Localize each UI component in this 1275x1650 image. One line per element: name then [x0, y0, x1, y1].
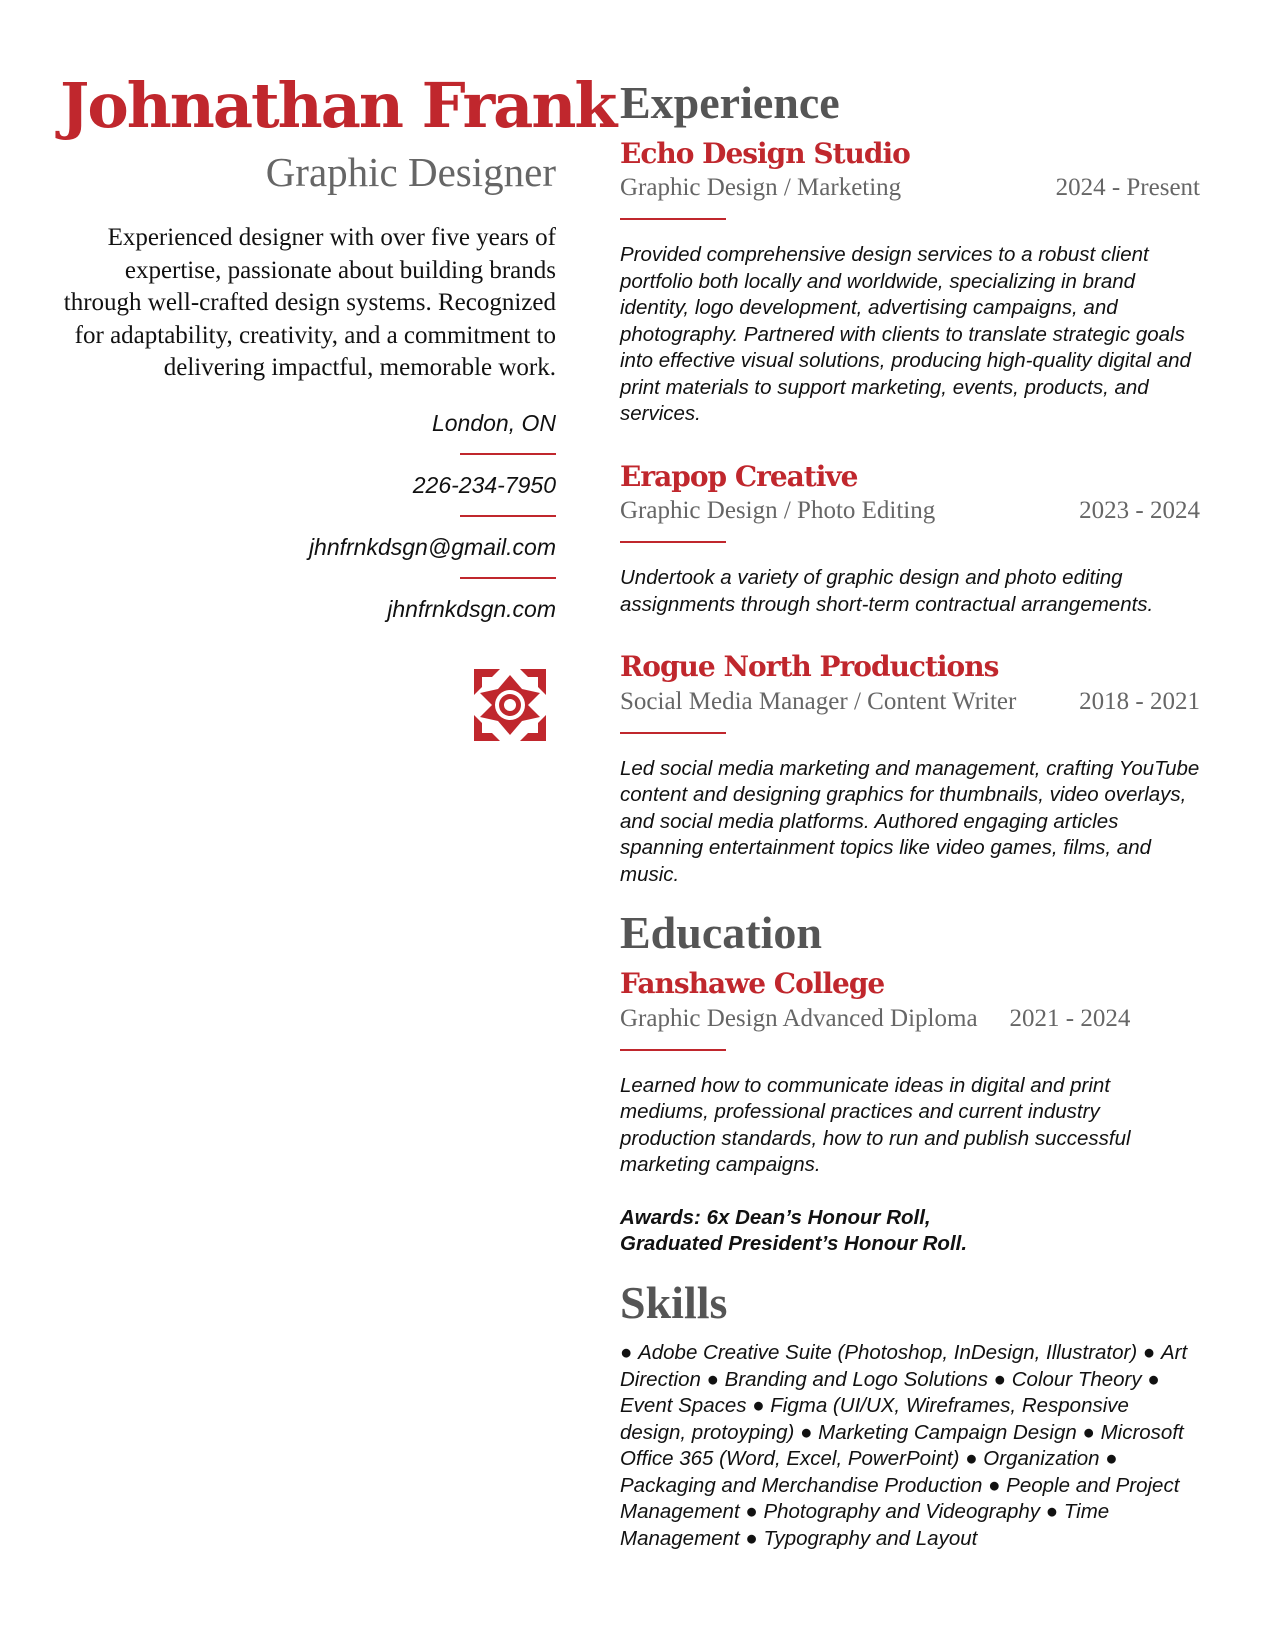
- skill-bullet-icon: ●: [1082, 1420, 1101, 1444]
- experience-years: 2023 - 2024: [1079, 497, 1200, 525]
- education-description: Learned how to communicate ideas in digital and print mediums, professional practices and current industry production standards, how to run and publish successful marketing campaigns.: [620, 1073, 1131, 1177]
- skill-bullet-icon: ●: [965, 1447, 984, 1471]
- skill-bullet-icon: ●: [1142, 1341, 1161, 1365]
- experience-divider: [620, 732, 726, 734]
- experience-description: Undertook a variety of graphic design and photo editing assignments through short-term contractual arrangements.: [620, 566, 1154, 616]
- profile-column: [60, 69, 616, 743]
- experience-description: Provided comprehensive design services to a robust client portfolio both locally and worldwide, specializing in brand identity, logo development, advertising campaigns, and photography. Partnered with clients to translate strategic goals into effective visual solutions, producing high-quality digital and print materials to support marketing, events, products, and services.: [620, 243, 1191, 426]
- experience-divider: [620, 218, 726, 220]
- experience-years: 2018 - 2021: [1079, 687, 1200, 715]
- education-meta: [620, 1003, 1200, 1035]
- awards-line: Awards: 6x Dean’s Honour Roll,: [620, 1205, 931, 1229]
- candidate-name: Johnathan Frank: [60, 69, 616, 142]
- contact-phone: 226-234-7950: [412, 471, 556, 498]
- experience-years: 2024 - Present: [1055, 174, 1200, 202]
- awards-line: Graduated President’s Honour Roll.: [620, 1232, 968, 1256]
- skill-item: Event Spaces: [620, 1394, 753, 1418]
- experience-item: [620, 137, 1200, 428]
- experience-role: Graphic Design / Photo Editing: [620, 497, 936, 525]
- contact-divider: [460, 453, 556, 455]
- experience-meta: [620, 686, 1200, 718]
- skill-item: Organization: [983, 1447, 1106, 1471]
- skill-bullet-icon: ●: [745, 1500, 764, 1524]
- education-program: Graphic Design Advanced Diploma: [620, 1004, 978, 1032]
- experience-item: [620, 650, 1200, 888]
- candidate-role: Graphic Designer: [265, 149, 556, 196]
- contact-website[interactable]: jhnfrnkdsgn.com: [387, 595, 556, 622]
- contact-email[interactable]: jhnfrnkdsgn@gmail.com: [308, 533, 556, 560]
- education-school: Fanshawe College: [620, 966, 885, 1000]
- skill-item: Typography and Layout: [763, 1526, 978, 1550]
- education-heading: Education: [620, 907, 822, 959]
- experience-item: [620, 460, 1200, 619]
- skill-item: Photography and Videography: [763, 1500, 1046, 1524]
- experience-role: Social Media Manager / Content Writer: [620, 687, 1017, 715]
- experience-meta: [620, 172, 1200, 204]
- skills-heading: Skills: [620, 1276, 728, 1328]
- experience-meta: [620, 495, 1200, 527]
- skill-item: Marketing Campaign Design: [818, 1420, 1083, 1444]
- contact-divider: [460, 515, 556, 517]
- skill-item: Adobe Creative Suite (Photoshop, InDesign, Illustrator): [638, 1341, 1143, 1365]
- skill-bullet-icon: ●: [993, 1367, 1012, 1391]
- skill-item: Time Management: [620, 1500, 1110, 1550]
- experience-org: Erapop Creative: [620, 459, 858, 493]
- skills-list: [620, 1340, 1200, 1552]
- main-column: [620, 78, 1200, 1552]
- skill-bullet-icon: ●: [1045, 1500, 1064, 1524]
- logo-container: [60, 667, 556, 743]
- skill-item: Art Direction: [620, 1341, 1188, 1391]
- education-awards: [620, 1205, 1200, 1258]
- experience-role: Graphic Design / Marketing: [620, 174, 902, 202]
- skill-bullet-icon: ●: [1105, 1447, 1118, 1471]
- profile-summary: Experienced designer with over five years of expertise, passionate about building brands through well-crafted design systems. Recognized for adaptability, creativity, and a commitment to delivering impactful, memorable work.: [63, 224, 556, 382]
- education-divider: [620, 1049, 726, 1051]
- experience-divider: [620, 541, 726, 543]
- experience-description: Led social media marketing and management, crafting YouTube content and designing graphics for thumbnails, video overlays, and social media platforms. Authored engaging articles spanning entertainment topics like video games, films, and music.: [620, 756, 1200, 886]
- skill-bullet-icon: ●: [988, 1473, 1007, 1497]
- education-years: 2021 - 2024: [1009, 1004, 1131, 1032]
- experience-org: Rogue North Productions: [620, 650, 999, 684]
- experience-org: Echo Design Studio: [620, 136, 910, 170]
- contact-divider: [460, 577, 556, 579]
- skill-item: Packaging and Merchandise Production: [620, 1473, 989, 1497]
- education-item: [620, 967, 1200, 1258]
- skill-item: Figma (UI/UX, Wireframes, Responsive design, protoyping): [620, 1394, 1129, 1444]
- experience-heading: Experience: [620, 77, 840, 128]
- skill-item: Colour Theory: [1011, 1367, 1148, 1391]
- geometric-flower-logo-icon: [472, 667, 548, 743]
- skill-bullet-icon: ●: [1147, 1367, 1160, 1391]
- skill-bullet-icon: ●: [752, 1394, 771, 1418]
- skill-item: People and Project Management: [620, 1473, 1180, 1524]
- skill-item: Branding and Logo Solutions: [724, 1367, 994, 1391]
- skill-bullet-icon: ●: [745, 1526, 764, 1550]
- skill-bullet-icon: ●: [800, 1420, 819, 1444]
- skill-bullet-icon: ●: [620, 1341, 639, 1365]
- contact-location: London, ON: [431, 409, 556, 436]
- skill-bullet-icon: ●: [706, 1367, 725, 1391]
- skill-item: Microsoft Office 365 (Word, Excel, PowerPoint): [620, 1420, 1184, 1471]
